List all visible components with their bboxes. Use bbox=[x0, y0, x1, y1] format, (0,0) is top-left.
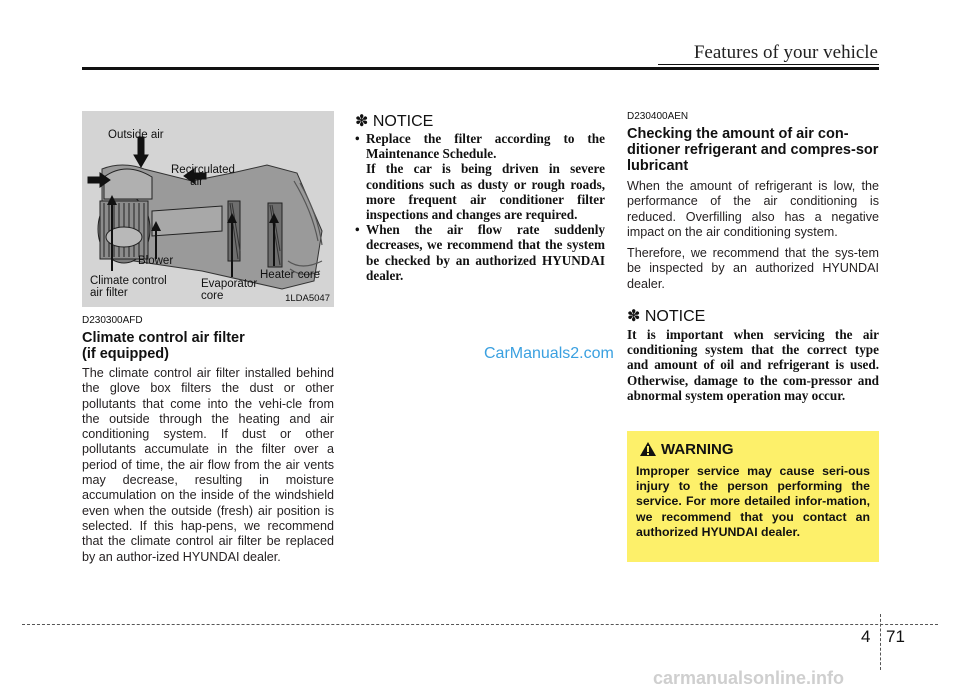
section-body-right-p2: Therefore, we recommend that the sys-tem be inspected by an authorized HYUNDAI dealer. bbox=[627, 246, 879, 291]
section-body: The climate control air filter installed behind the glove box filters the dust or other pollutants that come into the vehi-cle from the outside through the heating and air conditioning system. If dust or other pollutants accumulate in the filter over a period of time, the air flow from the air vents may decrease, resulting in moisture accumulation on the inside of the windshield even when the outside (fresh) air position is selected. If this hap-pens, we recommend that the climate control air filter be replaced by an author-ized HYUNDAI dealer. bbox=[82, 366, 334, 564]
bullet-icon: • bbox=[355, 222, 360, 238]
notice-title-right: NOTICE bbox=[644, 308, 706, 325]
warning-title: WARNING bbox=[661, 441, 734, 458]
warning-text: Improper service may cause seri-ous injury to the person performing the service. For more detailed infor-mation, we recommend that you contact an authorized HYUNDAI dealer. bbox=[636, 464, 870, 539]
header-rule bbox=[82, 67, 879, 70]
notice-star-icon: ✽ bbox=[627, 308, 641, 325]
section-heading bbox=[82, 330, 334, 362]
hvac-diagram bbox=[82, 111, 334, 307]
footer-rule bbox=[22, 624, 938, 625]
warning-box bbox=[627, 431, 879, 562]
notice-item bbox=[355, 131, 605, 222]
watermark-link[interactable]: CarManuals2.com bbox=[484, 345, 614, 362]
bullet-icon: • bbox=[355, 131, 360, 146]
warning-triangle-icon bbox=[639, 441, 657, 457]
section-body-right bbox=[627, 179, 879, 298]
notice-text-right: It is important when servicing the air conditioning system that the correct type and amount of oil and refrigerant is used. Otherwise, damage to the com-pressor and abnormal system operation may occur. bbox=[627, 327, 879, 403]
bottom-watermark: carmanualsonline.info bbox=[653, 668, 845, 688]
notice-heading-right bbox=[627, 306, 705, 326]
label-heater-core: Heater core bbox=[260, 269, 321, 281]
page-chapter: 4 bbox=[861, 627, 871, 646]
label-evaporator: Evaporator core bbox=[201, 278, 258, 302]
section-code: D230300AFD bbox=[82, 315, 143, 326]
label-recirculated-air: Recirculated air bbox=[171, 164, 235, 188]
section-body-right-p1: When the amount of refrigerant is low, the performance of the air conditioning is reduced. Overfilling also has a negative impact on the air conditioning system. bbox=[627, 179, 879, 239]
section-heading-line1: Climate control air filter bbox=[82, 330, 245, 346]
notice-star-icon: ✽ bbox=[355, 113, 369, 130]
figure-code: 1LDA5047 bbox=[285, 293, 330, 304]
notice-item-text: Replace the filter according to the Maintenance Schedule. bbox=[366, 131, 605, 162]
notice-list bbox=[355, 131, 605, 283]
warning-heading bbox=[639, 441, 734, 458]
footer-vertical-rule bbox=[880, 614, 881, 670]
notice-item-text2: If the car is being driven in severe conditions such as dusty or rough roads, more frequent air conditioner filter inspections and changes are required. bbox=[366, 161, 605, 223]
notice-item bbox=[355, 222, 605, 283]
header-rule-thin bbox=[658, 64, 879, 65]
label-climate-filter: Climate control air filter bbox=[90, 275, 167, 299]
page-number: 71 bbox=[886, 627, 905, 646]
label-outside-air: Outside air bbox=[108, 129, 164, 141]
notice-item-text: When the air flow rate suddenly decreases, we recommend that the system be checked by an authorized HYUNDAI dealer. bbox=[366, 222, 605, 283]
label-blower: Blower bbox=[138, 255, 174, 267]
page-header-title: Features of your vehicle bbox=[693, 42, 878, 63]
section-heading-line2: (if equipped) bbox=[82, 346, 169, 362]
section-heading-right: Checking the amount of air con-ditioner refrigerant and compres-sor lubricant bbox=[627, 126, 879, 174]
notice-heading bbox=[355, 111, 433, 131]
notice-title: NOTICE bbox=[372, 113, 434, 130]
section-code-right: D230400AEN bbox=[627, 111, 689, 122]
